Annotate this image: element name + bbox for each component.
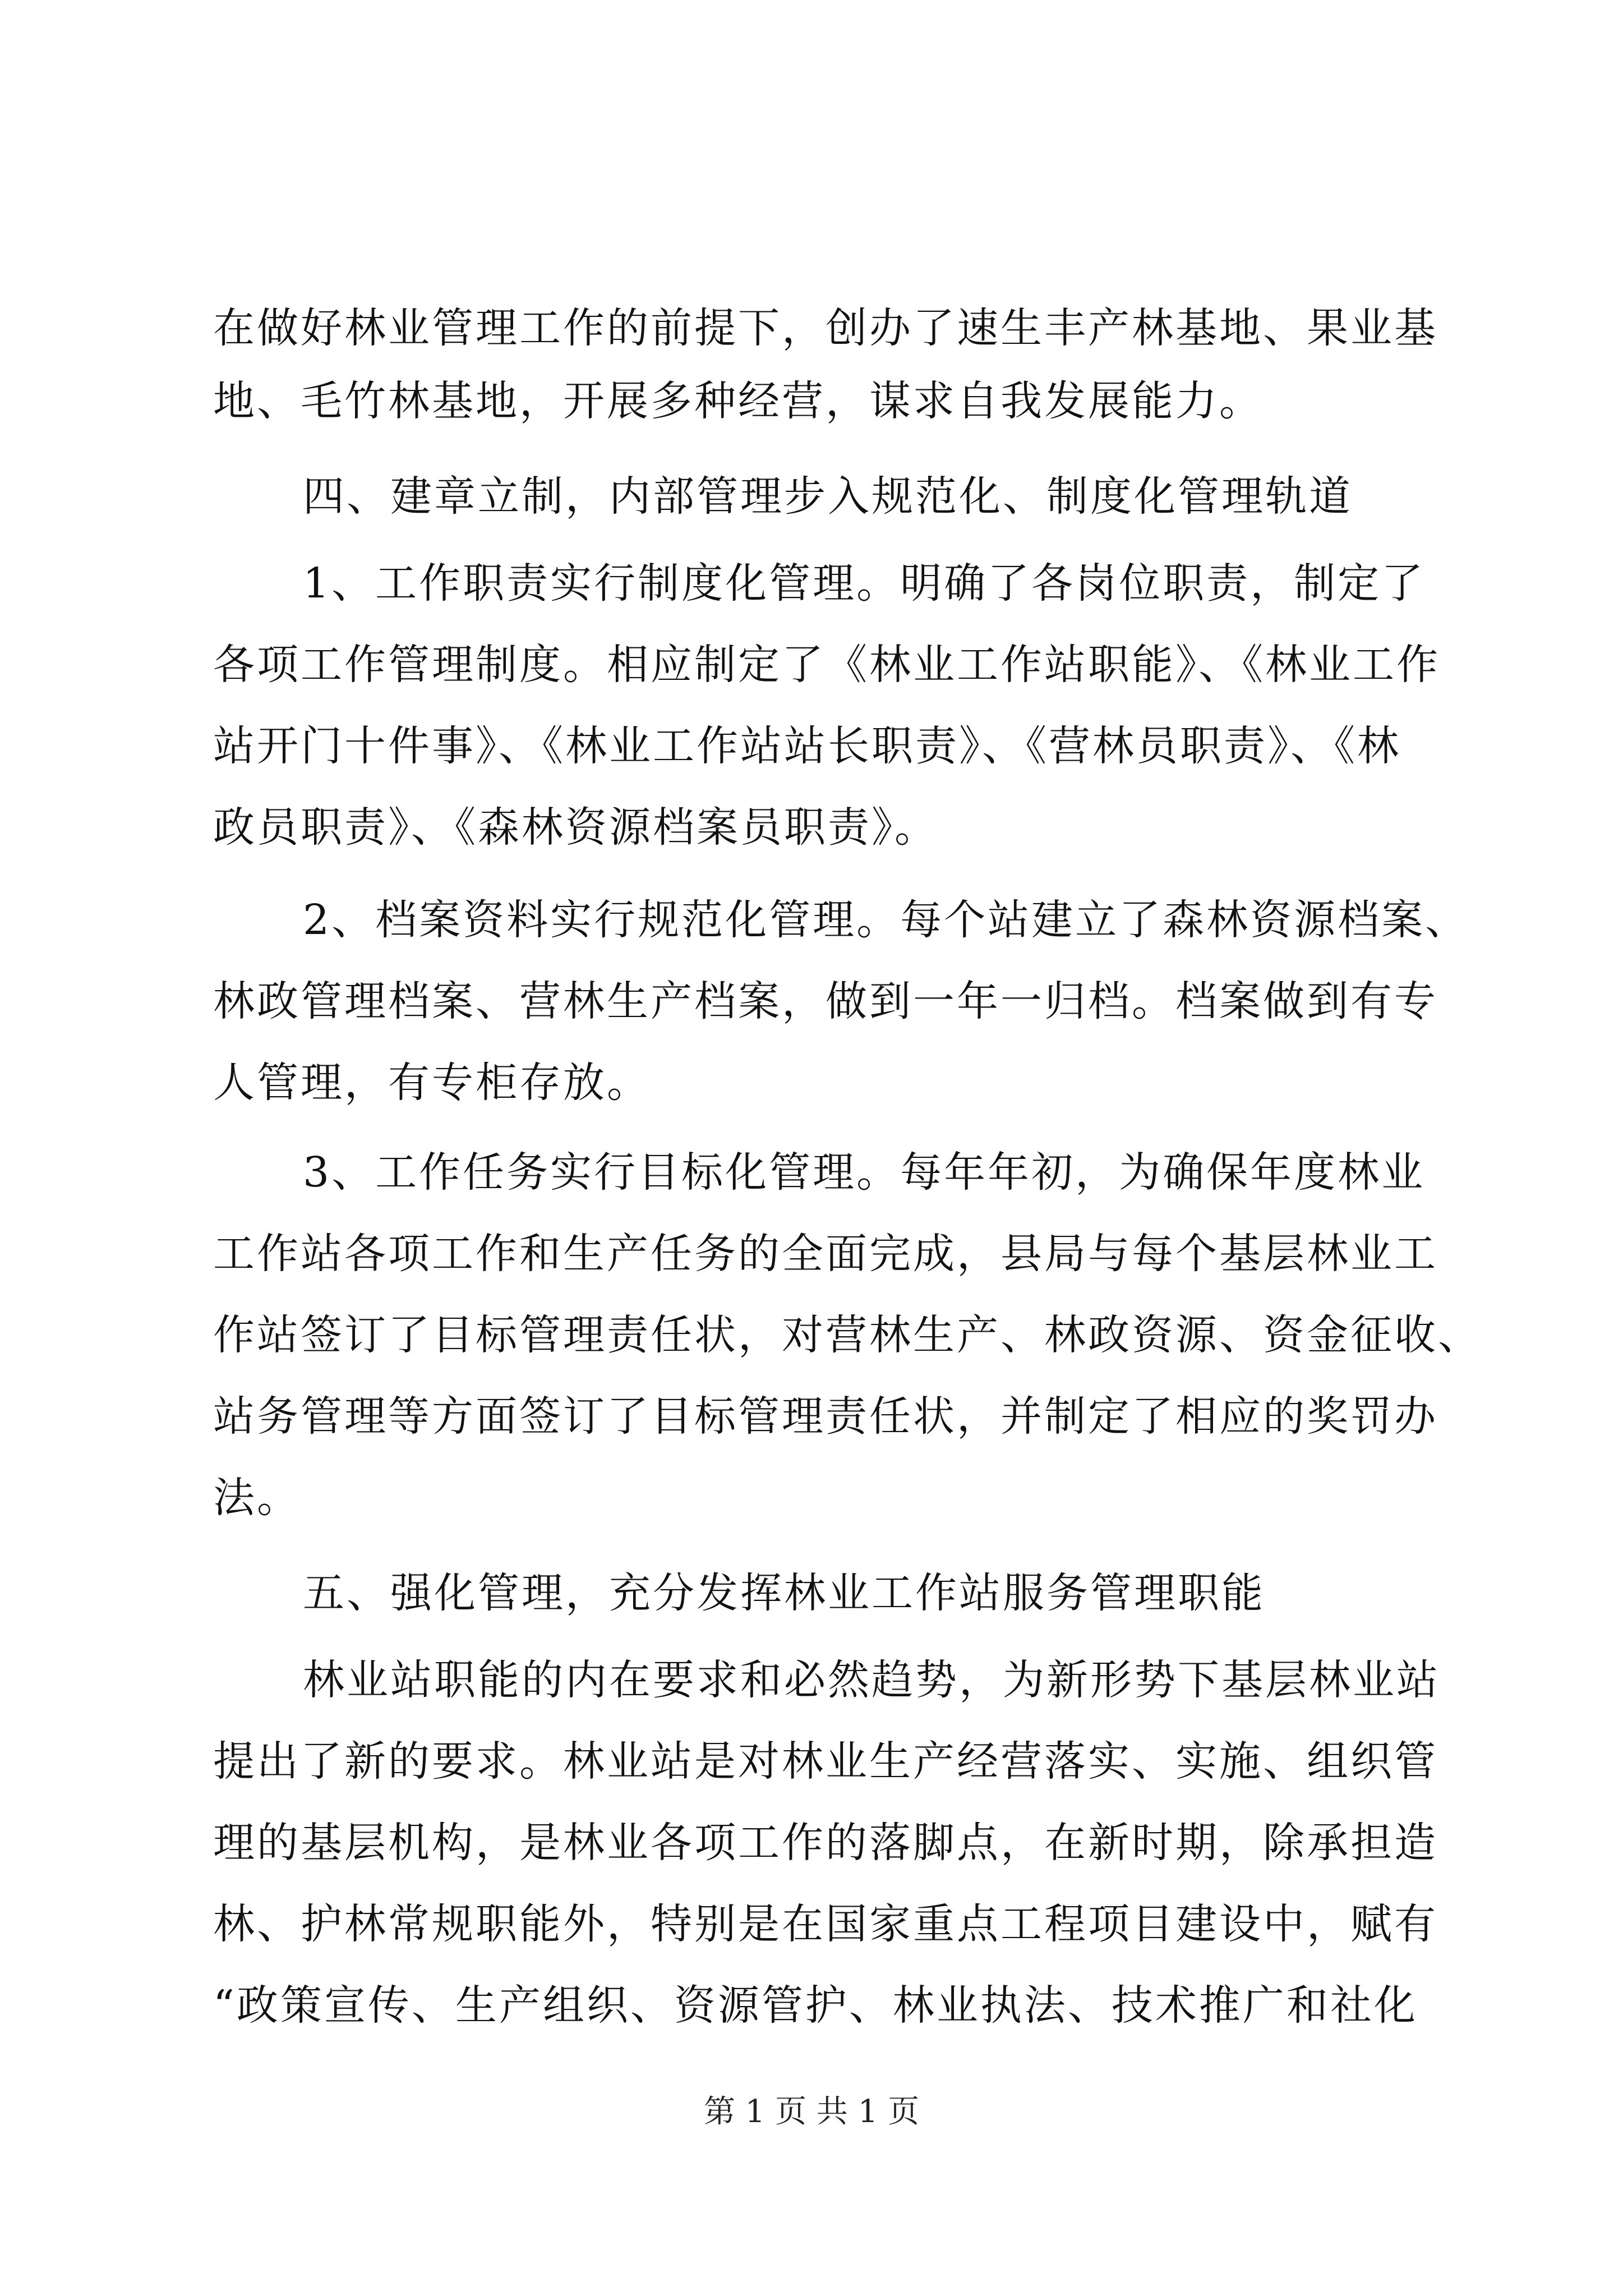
text-line: 地、毛竹林基地，开展多种经营，谋求自我发展能力。 bbox=[213, 377, 1263, 425]
text-line: 林业站职能的内在要求和必然趋势，为新形势下基层林业站 bbox=[303, 1656, 1440, 1704]
text-line: 在做好林业管理工作的前提下，创办了速生丰产林基地、果业基 bbox=[213, 304, 1438, 352]
text-line: 站开门十件事》、《林业工作站站长职责》、《营林员职责》、《林 bbox=[213, 722, 1401, 770]
text-line: 各项工作管理制度。相应制定了《林业工作站职能》、《林业工作 bbox=[213, 641, 1440, 689]
text-line: 2、档案资料实行规范化管理。每个站建立了森林资源档案、 bbox=[303, 896, 1469, 944]
text-line: “政策宣传、生产组织、资源管护、林业执法、技术推广和社化 bbox=[213, 1981, 1418, 2030]
text-line: 提出了新的要求。林业站是对林业生产经营落实、实施、组织管 bbox=[213, 1737, 1438, 1786]
text-line: 工作站各项工作和生产任务的全面完成，县局与每个基层林业工 bbox=[213, 1230, 1438, 1278]
text-line: 站务管理等方面签订了目标管理责任状，并制定了相应的奖罚办 bbox=[213, 1392, 1438, 1441]
section-heading: 四、建章立制，内部管理步入规范化、制度化管理轨道 bbox=[303, 472, 1353, 521]
text-line: 1、工作职责实行制度化管理。明确了各岗位职责，制定了 bbox=[303, 559, 1426, 608]
text-line: 人管理，有专柜存放。 bbox=[213, 1059, 651, 1107]
text-line: 林、护林常规职能外，特别是在国家重点工程项目建设中，赋有 bbox=[213, 1900, 1438, 1948]
text-line: 理的基层机构，是林业各项工作的落脚点，在新时期，除承担造 bbox=[213, 1819, 1438, 1867]
text-line: 作站签订了目标管理责任状，对营林生产、林政资源、资金征收、 bbox=[213, 1311, 1482, 1359]
text-line: 法。 bbox=[213, 1474, 301, 1522]
text-line: 林政管理档案、营林生产档案，做到一年一归档。档案做到有专 bbox=[213, 977, 1438, 1025]
section-heading: 五、强化管理，充分发挥林业工作站服务管理职能 bbox=[303, 1569, 1265, 1617]
page-footer: 第 1 页 共 1 页 bbox=[703, 2093, 920, 2130]
text-line: 政员职责》、《森林资源档案员职责》。 bbox=[213, 803, 938, 852]
text-line: 3、工作任务实行目标化管理。每年年初，为确保年度林业 bbox=[303, 1148, 1426, 1197]
